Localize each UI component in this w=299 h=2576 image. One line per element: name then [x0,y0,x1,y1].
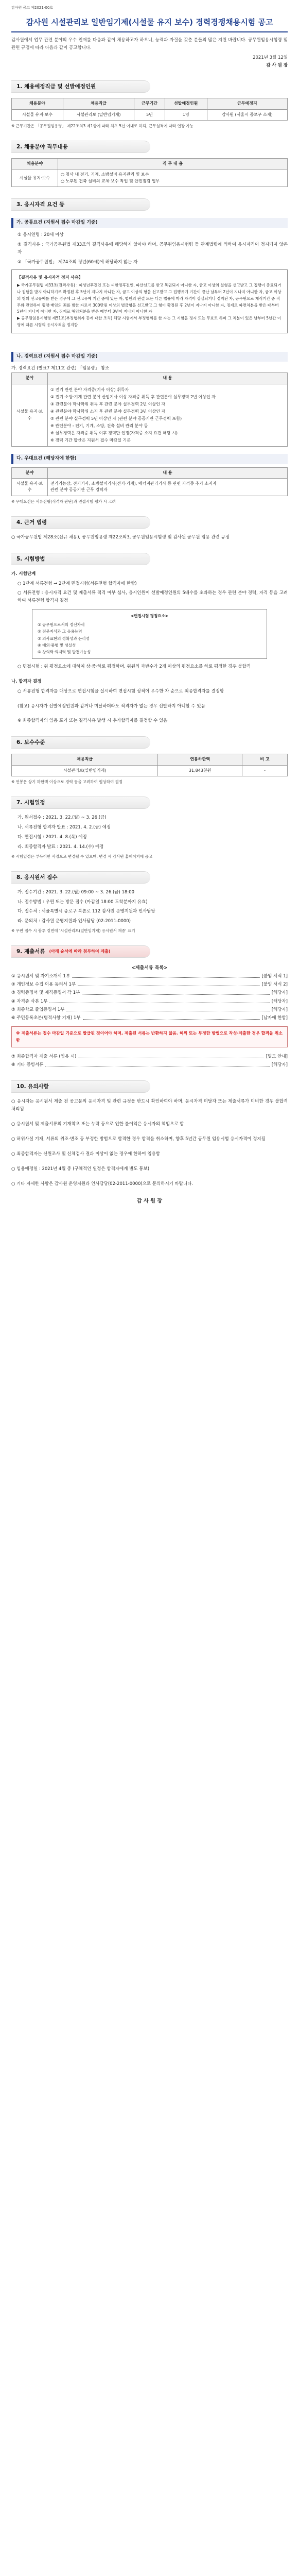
document-row: ② 개인정보 수집·이용 동의서 1부 [붙임 서식 2] [11,980,288,989]
table-cell: 시설관리보 (일반임기제) [63,109,134,120]
title-divider [11,31,288,32]
interview-text: ○ 면접시험 : 위 평정요소에 대하여 상·중·하로 평정하며, 위원의 과반수가 2개 이상의 평정요소를 하로 평정한 경우 불합격 [17,664,251,669]
section-title: 5. 시험방법 [16,555,45,562]
column-header: 선발예정인원 [165,98,207,109]
schedule-item: 라. 최종합격자 발표 : 2021. 4. 14.(수) 예정 [17,844,104,850]
column-header: 근무예정지 [207,98,287,109]
list-item: ③ 「국가공무원법」 제74조의 정년(60세)에 해당하지 않는 자 [17,259,138,265]
table-header-row [12,754,288,765]
signature-line: 감 사 원 장 [136,1198,163,1204]
intro-paragraph: 감사원에서 업무 관련 분야의 우수 인재를 다음과 같이 채용하고자 하오니, 능력과 자질을 갖춘 분들의 많은 지원 바랍니다. 공무원임용시험령 및 관련 규정에 따라 다음과 같이 공고합니다. [11,38,288,50]
column-header: 채용분야 [12,98,63,109]
table-cell: 시설관리보(일반임기제) [12,765,158,776]
document-screening-text: ○ 서류전형 : 응시자격 요건 및 제출서류 적격 여부 심사, 응시인원이 선발예정인원의 5배수를 초과하는 경우 관련 분야 경력, 자격 등을 고려하여 서류전형 합격자 결정 [17,590,288,604]
box-text: ▶ 국가공무원법 제33조(결격사유) : 피성년후견인 또는 피한정후견인, 파산선고를 받고 복권되지 아니한 자, 금고 이상의 실형을 선고받고 그 집행이 종료되거나 집행을 받지 아니하기로 확정된 후 5년이 지나지 아니한 자, 금고 이상의 형을 선고받고 그 집행유예 기간이 끝난 날부터 2년이 지나지 아니한 자, 금고 이상의 형의 선고유예를 받은 경우에 그 선고유예 기간 중에 있는 자, 법원의 판결 또는 다른 법률에 따라 자격이 상실되거나 정지된 자, 공무원으로 재직기간 중 직무와 관련하여 횡령·배임의 죄를 범한 자로서 300만원 이상의 벌금형을 선고받고 그 형이 확정된 후 2년이 지나지 아니한 자, 징계로 파면처분을 받은 때부터 5년이 지나지 아니한 자, 징계로 해임처분을 받은 때부터 3년이 지나지 아니한 자 ▶ 공무원임용시험령 제51조(부정행위자 등에 대한 조치) 해당 시험에서 부정행위를 한 자는 그 시험을 정지 또는 무효로 하며 그 처분이 있은 날부터 5년간 이 영에 따른 시험의 응시자격을 정지함 [17,283,282,327]
document-row: ③ 경력증명서 및 재직증명서 각 1부 [해당자] [11,989,288,997]
legal-basis-text: ○ 국가공무원법 제28조(신규 채용), 공무원임용령 제22조의3, 공무원임용시험령 및 감사원 공무원 임용 관련 규정 [11,534,230,540]
table-cell: 전기기능장, 전기기사, 소방설비기사(전기·기계), 에너지관리기사 등 관련 자격증 추가 소지자 관련 분야 공공기관 근무 경력자 [48,479,288,496]
table-row [12,765,288,776]
section-title: 9. 제출서류 [16,948,45,955]
salary-table [11,754,288,776]
notice-item: ○ 응시자는 응시원서 제출 전 공고문의 응시자격 및 관련 규정을 반드시 확인하여야 하며, 응시자격 미달자 또는 제출서류가 미비한 경우 불합격 처리됨 [11,1099,288,1112]
disqualification-box [11,269,288,333]
notice-item: ○ 허위사실 기재, 서류의 위조·변조 등 부정한 방법으로 합격한 경우 합격을 취소하며, 향후 5년간 공무원 임용시험 응시자격이 정지됨 [11,1137,266,1142]
section-title: 7. 시험일정 [16,800,45,806]
section-header-2 [11,141,150,153]
document-row: ① 응시원서 및 자기소개서 1부 [붙임 서식 1] [11,972,288,980]
duties-table [11,158,288,187]
section-title: 4. 근거 법령 [16,519,47,526]
preference-table [11,467,288,496]
announcement-date: 2021년 3월 12일 [253,55,288,60]
table-cell: 시설물 유지·보수 [12,479,48,496]
table-row [12,170,288,187]
schedule-item: 가. 원서접수 : 2021. 3. 22.(월) ~ 3. 26.(금) [17,815,107,821]
table-cell: 시설물 유지·보수 [12,384,48,446]
table-cell: 31,843천원 [158,765,242,776]
subsection-title: 다. 우대요건 (해당자에 한함) [11,454,288,464]
subsection-title: 가. 공통요건 (지원서 접수 마감일 기준) [11,218,288,228]
table-note: ※ 우대요건은 서류전형(적격자 판단)과 면접시험 평가 시 고려 [11,499,116,504]
schedule-item: 나. 서류전형 합격자 발표 : 2021. 4. 2.(금) 예정 [17,825,111,831]
section-header-6 [11,736,150,749]
table-row [12,384,288,446]
experience-table [11,372,288,446]
column-header: 내 용 [48,373,288,384]
section-title: 1. 채용예정직급 및 선발예정인원 [16,83,96,90]
subsection-title: 가. 시험단계 [11,571,36,577]
list-item: ② 전문지식과 그 응용능력 [38,629,82,634]
table-note: ※ 근무기간은 「공무원임용령」 제22조의3 제1항에 따라 최초 5년 이내로 하되, 근무실적에 따라 연장 가능 [11,124,194,129]
section-header-10 [11,1080,150,1093]
documents-warning: ※ 제출서류는 접수 마감일 기준으로 발급된 것이어야 하며, 제출된 서류는 반환하지 않음. 허위 또는 부정한 방법으로 작성·제출한 경우 합격을 취소함 [11,1026,288,1047]
box-title: <면접시험 평정요소> [130,614,169,619]
documents-list-title: <제출서류 목록> [131,965,168,971]
section-header-9 [11,945,150,958]
section-title: 3. 응시자격 요건 등 [16,201,65,208]
document-row: ⑧ 기타 증빙서류 [해당자] [11,1061,288,1069]
document-row: ④ 자격증 사본 1부 [해당자] [11,997,288,1006]
section-head-note: (아래 순서에 따라 첨부하여 제출) [49,948,111,954]
section-header-7 [11,796,150,809]
column-header: 연봉하한액 [158,754,242,765]
positions-table [11,98,288,121]
subsection-title: 나. 합격자 결정 [11,679,42,684]
notice-item: ○ 최종합격자는 신원조사 및 신체검사 결과 이상이 없는 경우에 한하여 임용함 [11,1151,160,1157]
table-cell: 시설물 유지·보수 [12,109,63,120]
document-row: ⑥ 주민등록초본(병적사항 기재) 1부 [남자에 한함] [11,1014,288,1022]
list-item: ② 결격사유 : 국가공무원법 제33조의 결격사유에 해당하지 않아야 하며, 공무원임용시험령 등 관계법령에 의하여 응시자격이 정지되지 않은 자 [17,242,288,255]
table-note: ※ 연봉은 상기 하한액 이상으로 경력 등을 고려하여 협상하여 결정 [11,779,123,785]
page-title: 감사원 시설관리보 일반임기제(시설물 유지 보수) 경력경쟁채용시험 공고 [26,17,273,27]
table-header-row [12,373,288,384]
table-header-row [12,98,288,109]
document-number: 감사원 공고 제2021-00호 [11,6,54,10]
column-header: 비 고 [242,754,288,765]
list-item: ③ 의사표현의 정확성과 논리성 [38,636,90,641]
table-row [12,479,288,496]
section-header-1 [11,80,150,93]
application-item: 라. 문의처 : 감사원 운영지원과 인사담당 (02-2011-0000) [17,919,131,924]
table-cell: 1명 [165,109,207,120]
announcing-org: 감 사 원 장 [266,63,288,69]
subsection-caption: 가. 경력요건 (별표7 제11호 관련) 「임용령」 참조 [11,366,110,371]
document-row: ⑤ 최종학교 졸업증명서 1부 [해당자] [11,1006,288,1014]
column-header: 근무기간 [134,98,165,109]
section-title: 2. 채용분야 직무내용 [16,143,68,150]
document-row: ⑦ 최종합격자 제출 서류 (임용 시) [별도 안내] [11,1053,288,1061]
section-header-8 [11,871,150,884]
subsection-title: 나. 경력요건 (지원서 접수 마감일 기준) [11,352,288,362]
schedule-item: 다. 면접시험 : 2021. 4. 8.(목) 예정 [17,834,87,840]
section-header-3 [11,198,150,211]
list-item: ⑤ 창의력·의지력 및 발전가능성 [38,649,91,654]
table-cell: - [242,765,288,776]
table-header-row [12,467,288,478]
table-row [12,109,288,120]
column-header: 채용직급 [12,754,158,765]
list-item: ① 공무원으로서의 정신자세 [38,622,85,628]
schedule-note: ※ 시험일정은 부득이한 사정으로 변경될 수 있으며, 변경 시 감사원 홈페이지에 공고 [11,854,152,859]
section-title: 6. 보수수준 [16,739,45,746]
column-header: 채용분야 [12,159,58,170]
application-item: 가. 접수기간 : 2021. 3. 22.(월) 09:00 ~ 3. 26.(금) 18:00 [17,889,135,895]
table-header-row [12,159,288,170]
application-item: 다. 접수처 : 서울특별시 종로구 북촌로 112 감사원 운영지원과 인사담당 [17,909,155,914]
pass-decision-text: ○ 서류전형 합격자를 대상으로 면접시험을 실시하여 면접시험 성적이 우수한 자 순으로 최종합격자를 결정함 [17,688,224,694]
notice-item: ○ 임용예정일 : 2021년 4월 중 (구체적인 일정은 합격자에게 별도 통보) [11,1166,150,1172]
additional-pass-note: ※ 최종합격자의 임용 포기 또는 결격사유 발생 시 추가합격자를 결정할 수 있음 [17,718,168,724]
section-title: 8. 응시원서 접수 [16,874,58,880]
list-item: ④ 예의·품행 및 성실성 [38,642,76,648]
column-header: 직 무 내 용 [58,159,288,170]
section-header-5 [11,553,150,565]
box-title: 【결격사유 및 응시자격 정지 사유】 [17,275,83,280]
column-header: 내 용 [48,467,288,478]
table-cell: ○ 청사 내 전기, 기계, 소방설비 유지관리 및 보수 ○ 노후된 건축 설비의 교체·보수 작업 및 안전점검 업무 [58,170,288,187]
section-header-4 [11,516,150,529]
interview-criteria-box [32,609,267,659]
notice-item: ○ 기타 자세한 사항은 감사원 운영지원과 인사담당(02-2011-0000)으로 문의하시기 바랍니다. [11,1181,194,1187]
table-cell: 감사원 (서울시 종로구 소재) [207,109,287,120]
column-header: 분야 [12,467,48,478]
table-cell: 5년 [134,109,165,120]
reference-note: (참고) 응시자가 선발예정인원과 같거나 미달하더라도 적격자가 없는 경우 선발하지 아니할 수 있음 [17,703,205,709]
application-note: ※ 우편 접수 시 봉투 겉면에 '시설관리보(일반임기제) 응시원서 재중' 표기 [11,928,135,934]
notice-item: ○ 응시원서 및 제출서류의 기재착오 또는 누락 등으로 인한 불이익은 응시자의 책임으로 함 [11,1122,184,1127]
list-item: ① 응시연령 : 20세 이상 [17,232,64,238]
column-header: 채용직급 [63,98,134,109]
column-header: 분야 [12,373,48,384]
application-item: 나. 접수방법 : 우편 또는 방문 접수 (마감일 18:00 도착분까지 유효) [17,899,148,905]
section-title: 10. 유의사항 [16,1083,49,1090]
table-cell: 시설물 유지·보수 [12,170,58,187]
exam-method: ○ 1단계 서류전형 → 2단계 면접시험(서류전형 합격자에 한함) [17,581,137,586]
table-cell: ① 전기 관련 분야 자격증(기사 이상) 취득자 ② 전기·소방·기계 관련 분야 산업기사 이상 자격증 취득 후 관련분야 실무경력 2년 이상인 자 ③ 관련분야 학사학위 취득 후 관련 분야 실무경력 2년 이상인 자 ④ 관련분야 학사학위 소지 후 관련 분야 실무경력 3년 이상인 자 ⑤ 관련 분야 실무경력 5년 이상인 자 (관련 분야 공공기관 근무경력 포함) ※ 관련분야 : 전기, 기계, 소방, 건축 설비 관리 분야 등 ※ 실무경력은 자격증 취득 이후 경력만 인정(자격증 소지 요건 해당 시) ※ 경력 기간 합산은 지원서 접수 마감일 기준 [48,384,288,446]
